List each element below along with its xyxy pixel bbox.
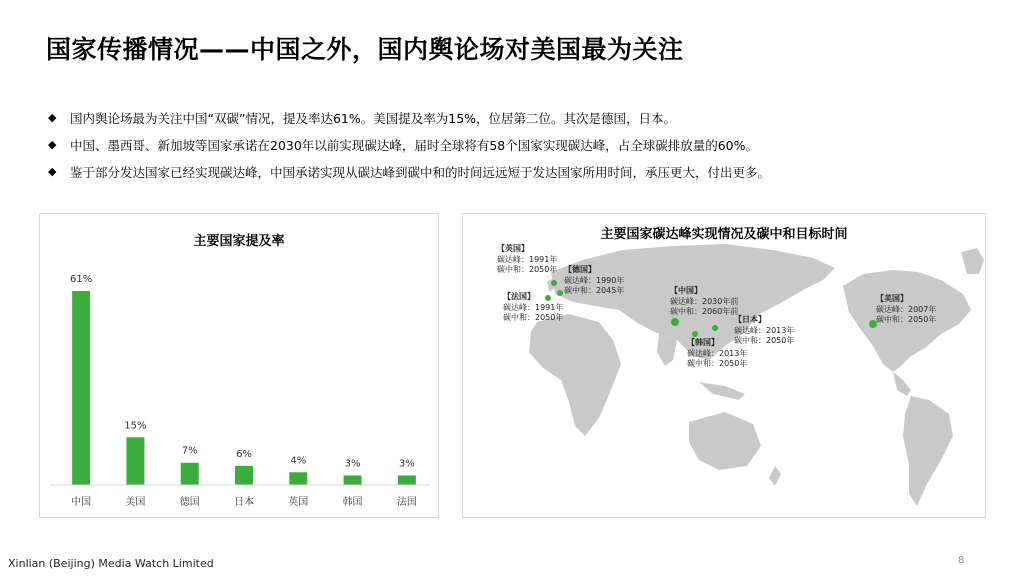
bullet-text: 国内舆论场最为关注中国“双碳”情况，提及率达61%。美国提及率为15%，位居第二位。其次是德国，日本。 <box>70 110 677 126</box>
world-map-panel <box>462 213 986 518</box>
map-label-china: 【中国】 碳达峰：2030年前 碳中和：2060年前 <box>670 286 739 316</box>
central-america-shape <box>893 372 911 396</box>
data-label-5: 3% <box>344 458 361 470</box>
page-title: 国家传播情况——中国之外，国内舆论场对美国最为关注 <box>46 35 684 64</box>
category-label-6: 法国 <box>396 497 417 508</box>
sea-islands-shape <box>699 382 745 400</box>
bullet-item <box>48 158 988 185</box>
map-label-germany: 【德国】 碳达峰：1990年 碳中和：2045年 <box>564 265 625 295</box>
bullet-text: 中国、墨西哥、新加坡等国家承诺在2030年以前实现碳达峰，届时全球将有58个国家实现碳达峰，占全球碳排放量的60%。 <box>70 137 759 153</box>
map-label-korea: 【韩国】 碳达峰：2013年 碳中和：2050年 <box>687 338 748 368</box>
diamond-icon: ◆ <box>48 138 57 151</box>
marker-korea <box>692 331 698 337</box>
bar-chart <box>40 214 438 517</box>
category-label-2: 德国 <box>179 497 200 508</box>
diamond-icon: ◆ <box>48 165 57 178</box>
data-label-3: 6% <box>236 448 252 460</box>
category-label-3: 日本 <box>234 497 254 508</box>
bullet-item <box>48 131 988 158</box>
africa-shape <box>529 314 621 436</box>
diamond-icon: ◆ <box>48 111 57 124</box>
bar-chart-panel <box>39 213 439 518</box>
data-label-0: 61% <box>70 274 93 285</box>
data-label-2: 7% <box>181 445 198 457</box>
map-label-usa: 【美国】 碳达峰：2007年 碳中和：2050年 <box>876 294 937 324</box>
south-america-shape <box>903 396 953 506</box>
bullet-item <box>48 104 988 131</box>
bar-chart-title: 主要国家提及率 <box>193 234 285 249</box>
new-zealand-shape <box>769 466 781 486</box>
data-label-6: 3% <box>398 458 415 470</box>
data-label-1: 15% <box>124 420 147 432</box>
page-number: 8 <box>958 555 965 566</box>
marker-uk <box>551 280 557 286</box>
greenland-shape <box>961 248 984 274</box>
marker-japan <box>712 325 718 331</box>
bar-2 <box>181 463 199 485</box>
australia-shape <box>689 412 761 470</box>
marker-china <box>671 318 679 326</box>
category-label-4: 英国 <box>288 497 309 508</box>
bullet-list <box>48 104 988 185</box>
category-label-0: 中国 <box>71 497 92 508</box>
footer-brand: Xinlian (Beijing) Media Watch Limited <box>8 557 214 570</box>
bar-1 <box>126 437 144 485</box>
bar-5 <box>344 475 362 485</box>
map-label-france: 【法国】 碳达峰：1991年 碳中和：2050年 <box>503 292 564 322</box>
map-label-japan: 【日本】 碳达峰：2013年 碳中和：2050年 <box>734 315 795 345</box>
bullet-text: 鉴于部分发达国家已经实现碳达峰，中国承诺实现从碳达峰到碳中和的时间远远短于发达国家所用时间，承压更大，付出更多。 <box>70 164 771 180</box>
map-label-uk: 【英国】 碳达峰：1991年 碳中和：2050年 <box>497 244 558 274</box>
data-label-4: 4% <box>290 455 307 467</box>
bar-0 <box>72 291 90 485</box>
bar-4 <box>289 472 307 485</box>
map-title: 主要国家碳达峰实现情况及碳中和目标时间 <box>600 227 848 242</box>
category-label-5: 韩国 <box>342 497 363 508</box>
bar-6 <box>398 475 416 485</box>
category-label-1: 美国 <box>125 497 146 508</box>
bar-3 <box>235 466 253 485</box>
